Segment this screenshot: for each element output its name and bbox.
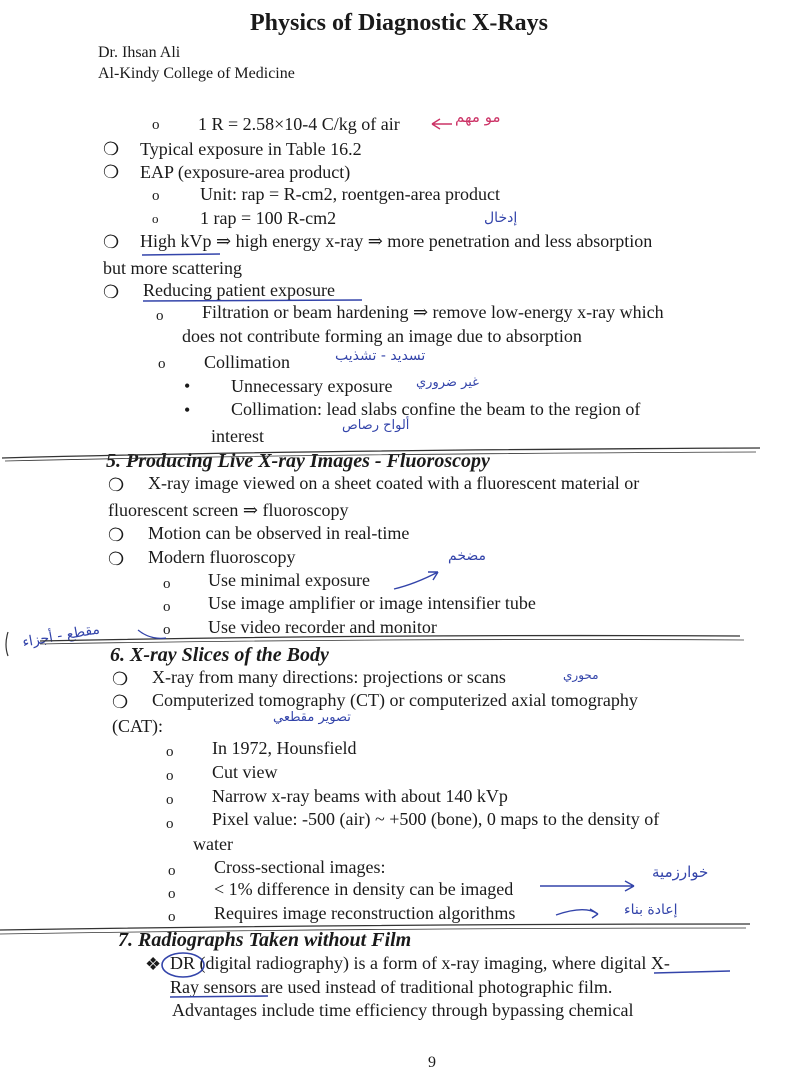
author-name: Dr. Ihsan Ali [98,44,181,61]
text-line: Filtration or beam hardening ⇒ remove low-energy x-ray which [202,302,664,322]
text-line: does not contribute forming an image due to absorption [182,326,582,346]
sub-bullet: o [163,622,171,638]
text-line: X-ray from many directions: projections or scans [152,667,506,687]
sub-bullet: o [168,863,176,879]
handwritten-note: ألواح رصاص [342,418,410,433]
text-line: Modern fluoroscopy [148,547,296,567]
handwritten-note: تصوير مقطعي [273,710,351,725]
sub-bullet: o [152,188,160,204]
handwritten-note: إعادة بناء [624,902,678,918]
dot-bullet: • [184,376,191,396]
circle-bullet: ❍ [108,475,125,495]
text-line: X-ray image viewed on a sheet coated with a fluorescent material or [148,473,640,493]
text-line: DR (digital radiography) is a form of x-ray imaging, where digital X- [170,953,670,973]
text-line: Cut view [212,762,278,782]
sub-bullet: o [163,576,171,592]
text-line: Advantages include time efficiency through bypassing chemical [172,1000,634,1020]
handwritten-note: مضخم [448,548,486,564]
sub-bullet: o [166,744,174,760]
text-line: Pixel value: -500 (air) ~ +500 (bone), 0 maps to the density of [212,809,660,829]
text-line: fluorescent screen ⇒ fluoroscopy [108,500,349,520]
circle-bullet: ❍ [112,669,129,689]
sub-bullet: o [168,909,176,925]
handwritten-note: محوري [563,668,599,682]
section-6-heading: 6. X-ray Slices of the Body [110,644,329,666]
sub-bullet: o [156,308,164,324]
sub-bullet: o [158,356,166,372]
sub-bullet: o [166,792,174,808]
circle-bullet: ❍ [108,549,125,569]
page-number: 9 [428,1054,436,1071]
text-line: In 1972, Hounsfield [212,738,357,758]
handwritten-note: تسديد - تشذيب [335,348,426,364]
text-line: High kVp ⇒ high energy x-ray ⇒ more penetration and less absorption [140,231,653,251]
handwritten-note: مو مهم [455,108,501,126]
text-line: interest [211,426,264,446]
text-line: < 1% difference in density can be imaged [214,879,514,899]
text-line: 1 R = 2.58×10-4 C/kg of air [198,114,400,134]
text-line: Computerized tomography (CT) or computerized axial tomography [152,690,638,710]
handwritten-note: إدخال [484,210,518,226]
circle-bullet: ❍ [103,232,120,252]
college-name: Al-Kindy College of Medicine [98,65,295,82]
text-line: (CAT): [112,716,163,736]
text-line: Motion can be observed in real-time [148,523,410,543]
text-line: EAP (exposure-area product) [140,162,351,182]
sub-bullet: o [163,599,171,615]
text-line: Cross-sectional images: [214,857,386,877]
text-line: Unnecessary exposure [231,376,393,396]
circle-bullet: ❍ [103,282,120,302]
circle-bullet: ❍ [103,162,120,182]
text-line: Use minimal exposure [208,570,370,590]
handwritten-note: مقطع - أجزاء [21,621,102,651]
dot-bullet: • [184,400,191,420]
text-line: Requires image reconstruction algorithms [214,903,516,923]
text-line: Unit: rap = R-cm2, roentgen-area product [200,184,501,204]
text-line: Collimation [204,352,291,372]
text-line: Use image amplifier or image intensifier tube [208,593,536,613]
diamond-bullet: ❖ [145,954,162,974]
handwritten-note: خوارزمية [652,863,709,881]
text-line: water [193,834,233,854]
sub-bullet: o [166,816,174,832]
document-title: Physics of Diagnostic X-Rays [250,10,548,36]
text-line: but more scattering [103,258,242,278]
text-line: Use video recorder and monitor [208,617,437,637]
section-7-heading: 7. Radiographs Taken without Film [118,929,412,951]
section-5-heading: 5. Producing Live X-ray Images - Fluoroscopy [106,450,490,472]
handwritten-note: غير ضروري [416,375,479,390]
text-line: Narrow x-ray beams with about 140 kVp [212,786,508,806]
text-line: Collimation: lead slabs confine the beam to the region of [231,399,641,419]
circle-bullet: ❍ [103,139,120,159]
circle-bullet: ❍ [108,525,125,545]
text-line: Reducing patient exposure [143,280,335,300]
sub-bullet: o [168,886,176,902]
text-line: Typical exposure in Table 16.2 [140,139,362,159]
text-line: Ray sensors are used instead of traditional photographic film. [170,977,613,997]
sub-bullet: o [152,211,159,226]
sub-bullet: o [166,768,174,784]
text-line: 1 rap = 100 R-cm2 [200,208,337,228]
circle-bullet: ❍ [112,692,129,712]
sub-bullet: o [152,117,160,133]
